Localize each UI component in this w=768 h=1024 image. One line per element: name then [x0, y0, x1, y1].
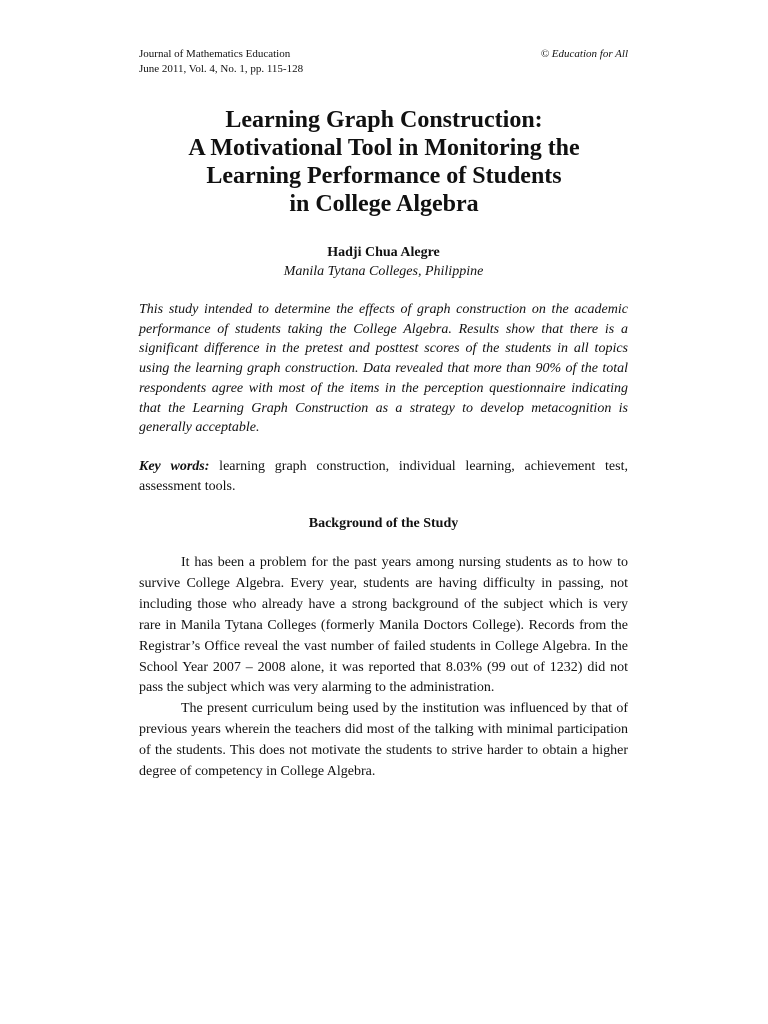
journal-name: Journal of Mathematics Education — [139, 48, 291, 60]
body-paragraph-2: The present curriculum being used by the institution was influenced by that of previous years wherein the teachers did most of the talking with minimal participation of the students. This does not motivate the students to strive harder to obtain a higher degree of competency in College Algebra. — [139, 701, 628, 780]
title-line-1: Learning Graph Construction: — [225, 107, 543, 133]
paper-title — [120, 106, 648, 218]
abstract: This study intended to determine the effects of graph construction on the academic performance of students taking the College Algebra. Results show that there is a significant difference in the pretest and posttest scores of the students in all topics using the learning graph construction. Data revealed that more than 90% of the total respondents agree with most of the items in the perception questionnaire indicating that the Learning Graph Construction as a strategy to develop metacognition is generally acceptable. — [139, 302, 628, 436]
journal-citation — [139, 47, 439, 77]
author-name: Hadji Chua Alegre — [327, 245, 440, 260]
body-paragraph-1: It has been a problem for the past years among nursing students as to how to survive College Algebra. Every year, students are having difficulty in passing, not including those who already have a strong background of the subject which is very rare in Manila Tytana Colleges (formerly Manila Doctors College). Records from the Registrar’s Office reveal the vast number of failed students in College Algebra. In the School Year 2007 – 2008 alone, it was reported that 8.03% (99 out of 1232) did not pass the subject which was very alarming to the administration. — [139, 555, 628, 696]
title-line-3: Learning Performance of Students — [206, 163, 562, 189]
section-body — [139, 553, 628, 783]
keywords-text: learning graph construction, individual learning, achievement test, assessment tools. — [139, 459, 628, 494]
title-line-4: in College Algebra — [289, 191, 479, 217]
section-heading: Background of the Study — [308, 516, 459, 531]
publisher-credit: © Education for All — [540, 48, 628, 60]
title-line-2: A Motivational Tool in Monitoring the — [188, 135, 580, 161]
author-affiliation: Manila Tytana Colleges, Philippine — [283, 264, 484, 279]
keywords-label: Key words: — [139, 459, 210, 474]
keywords — [139, 457, 628, 497]
journal-issue: June 2011, Vol. 4, No. 1, pp. 115-128 — [139, 63, 304, 75]
